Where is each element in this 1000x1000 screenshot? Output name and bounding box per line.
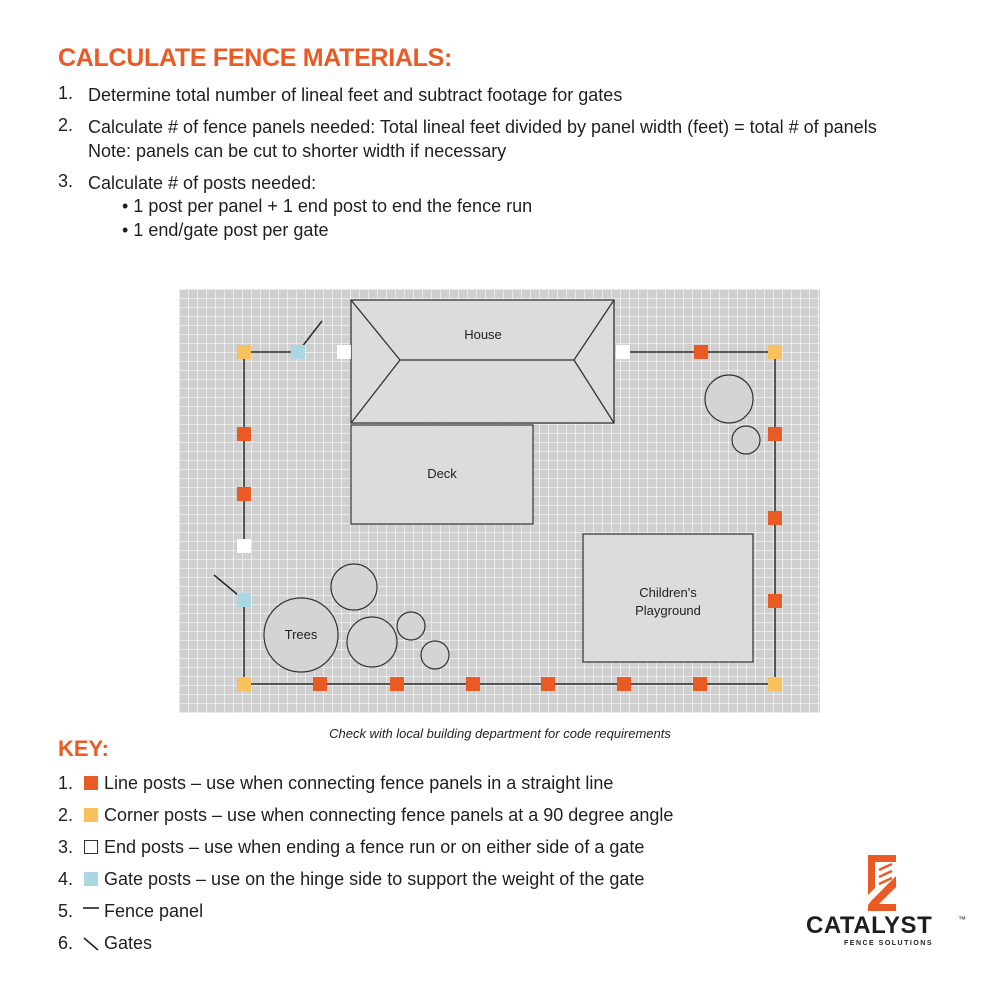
corner-post [768, 677, 782, 691]
corner-post [768, 345, 782, 359]
gates [214, 321, 322, 600]
key-number: 1. [58, 772, 74, 793]
gate-post [291, 345, 305, 359]
key-number: 2. [58, 804, 74, 825]
key-label: Corner posts – use when connecting fence panels at a 90 degree angle [104, 804, 674, 825]
key-item-gate [58, 931, 152, 955]
site-plan-diagram [179, 289, 820, 713]
line-post [237, 427, 251, 441]
key-item-corner-post [58, 803, 673, 827]
key-label: Gate posts – use on the hinge side to support the weight of the gate [104, 868, 645, 889]
logo-wordmark: CATALYST [806, 912, 933, 939]
line-post [390, 677, 404, 691]
end-post [616, 345, 630, 359]
key-item-gate-post [58, 867, 644, 891]
key-item-end-post [58, 835, 644, 859]
step-text: Determine total number of lineal feet and subtract footage for gates [88, 85, 623, 105]
logo-trademark: ™ [958, 915, 966, 924]
step-number: 2. [58, 115, 74, 135]
key-number: 5. [58, 900, 74, 921]
logo-subtitle: FENCE SOLUTIONS [844, 940, 934, 947]
line-post [768, 511, 782, 525]
playground-label: Children's [639, 585, 697, 600]
key-number: 6. [58, 932, 74, 953]
step-note: Note: panels can be cut to shorter width if necessary [88, 141, 507, 161]
page-title: CALCULATE FENCE MATERIALS: [58, 44, 453, 72]
playground [583, 534, 753, 662]
playground-label-2: Playground [635, 603, 701, 618]
fence-panel-icon [82, 902, 100, 920]
house-label: House [464, 327, 502, 342]
step-text: Calculate # of fence panels needed: Total lineal feet divided by panel width (feet) = total # of panels [88, 117, 877, 137]
line-post [237, 487, 251, 501]
corner-post-swatch [84, 808, 98, 822]
line-post-swatch [84, 776, 98, 790]
step-bullet: • 1 end/gate post per gate [122, 220, 329, 240]
trees-label: Trees [284, 627, 318, 642]
site-plan-svg [179, 289, 820, 713]
step-bullet: • 1 post per panel + 1 end post to end the fence run [122, 196, 533, 216]
line-post [617, 677, 631, 691]
end-post [337, 345, 351, 359]
key-label: Gates [104, 932, 153, 953]
line-post [541, 677, 555, 691]
line-post [768, 594, 782, 608]
diagram-caption: Check with local building department for code requirements [329, 726, 671, 741]
line-post [694, 345, 708, 359]
line-post [466, 677, 480, 691]
key-item-fence-panel [58, 899, 203, 923]
deck [351, 425, 533, 524]
end-post-swatch [84, 840, 98, 854]
key-label: Line posts – use when connecting fence panels in a straight line [104, 772, 614, 793]
key-label: Fence panel [104, 900, 204, 921]
line-post [313, 677, 327, 691]
line-post [693, 677, 707, 691]
deck-label: Deck [427, 466, 457, 481]
gate-post-swatch [84, 872, 98, 886]
corner-post [237, 677, 251, 691]
end-post [237, 539, 251, 553]
line-post [768, 427, 782, 441]
key-label: End posts – use when ending a fence run or on either side of a gate [104, 836, 645, 857]
house [351, 300, 614, 423]
gate-post [237, 593, 251, 607]
corner-post [237, 345, 251, 359]
key-number: 3. [58, 836, 74, 857]
key-title: KEY: [58, 736, 109, 761]
key-number: 4. [58, 868, 74, 889]
gate-icon [82, 934, 100, 952]
step-text: Calculate # of posts needed: [88, 173, 317, 193]
step-number: 1. [58, 83, 74, 103]
step-number: 3. [58, 171, 74, 191]
key-item-line-post [58, 771, 613, 795]
